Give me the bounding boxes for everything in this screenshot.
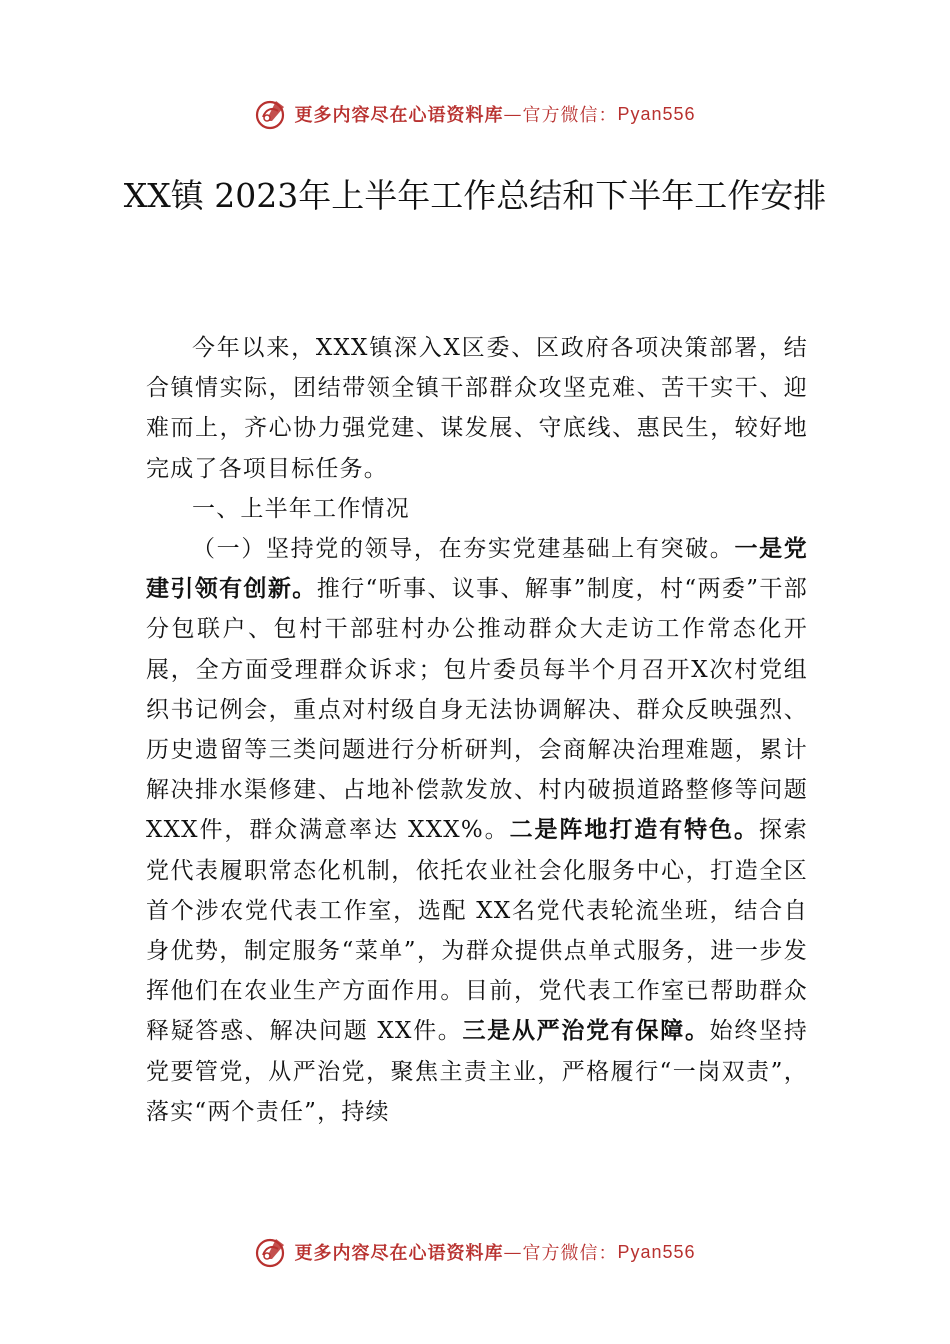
point-2-text: 探索党代表履职常态化机制，依托农业社会化服务中心，打造全区首个涉农党代表工作室，选配 XX名党代表轮流坐班，结合自身优势，制定服务“菜单”，为群众提供点单式服务，进一步发挥他们在农业生产方面作用。目前，党代表工作室已帮助群众释疑答惑、解决问题 XX件。 bbox=[146, 817, 809, 1045]
header-watermark bbox=[0, 94, 950, 134]
brand-text: 更多内容尽在心语资料库 bbox=[294, 1243, 504, 1264]
wechat-label: 官方微信： bbox=[522, 1243, 618, 1264]
brand-text: 更多内容尽在心语资料库 bbox=[294, 105, 504, 126]
wechat-id: Pyan556 bbox=[617, 103, 696, 124]
wechat-label: 官方微信： bbox=[522, 105, 618, 126]
wechat-id: Pyan556 bbox=[617, 1241, 696, 1262]
subsection-lead: （一）坚持党的领导，在夯实党建基础上有突破。 bbox=[192, 536, 735, 563]
banner-dash: — bbox=[503, 1241, 523, 1263]
point-3-text: 始终坚持党要管党，从严治党，聚焦主责主业，严格履行“一岗双责”，落实“两个责任”，持续 bbox=[146, 1018, 809, 1125]
point-1-text: 推行“听事、议事、解事”制度，村“两委”干部分包联户、包村干部驻村办公推动群众大走访工作常态化开展，全方面受理群众诉求；包片委员每半个月召开X次村党组织书记例会，重点对村级自身无法协调解决、群众反映强烈、历史遗留等三类问题进行分析研判，会商解决治理难题，累计解决排水渠修建、占地补偿款发放、村内破损道路整修等问题 XXX件，群众满意率达 XXX%。 bbox=[146, 576, 809, 844]
point-3-title: 三是从严治党有保障。 bbox=[462, 1018, 710, 1045]
point-2-title: 二是阵地打造有特色。 bbox=[509, 817, 759, 844]
party-building-paragraph bbox=[146, 529, 808, 1132]
intro-paragraph: 今年以来，XXX镇深入X区委、区政府各项决策部署，结合镇情实际，团结带领全镇干部群众攻坚克难、苦干实干、迎难而上，齐心协力强党建、谋发展、守底线、惠民生，较好地完成了各项目标任务。 bbox=[146, 335, 808, 482]
banner-dash: — bbox=[503, 103, 523, 125]
footer-watermark bbox=[0, 1232, 950, 1272]
document-title: XX镇 2023年上半年工作总结和下半年工作安排 bbox=[123, 176, 827, 215]
brand-logo-icon bbox=[254, 97, 288, 131]
point-1-title: 一是党建引领有创新。 bbox=[146, 536, 808, 603]
brand-logo-icon bbox=[254, 1235, 288, 1269]
section-heading: 一、上半年工作情况 bbox=[192, 495, 410, 522]
document-body bbox=[146, 328, 808, 1132]
